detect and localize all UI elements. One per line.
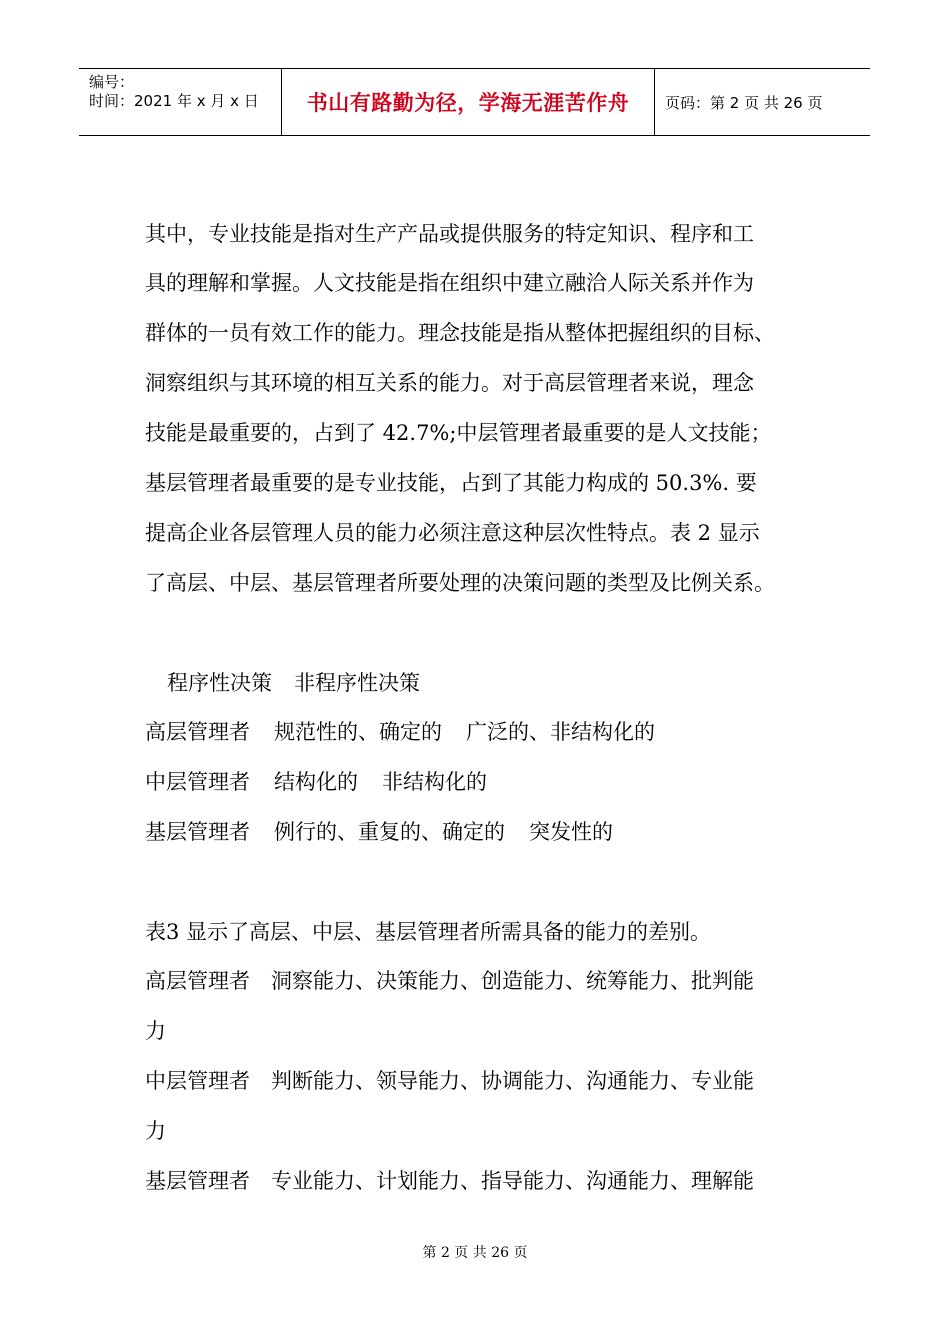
table2-header-cell: 程序性决策 [167,671,272,695]
paragraph-line: 具的理解和掌握。人文技能是指在组织中建立融洽人际关系并作为 [145,271,754,295]
paragraph-line: 其中，专业技能是指对生产产品或提供服务的特定知识、程序和工 [145,222,754,246]
paragraph-line: 技能是最重要的，占到了 42.7%;中层管理者最重要的是人文技能； [145,421,772,445]
table2-cell: 非结构化的 [382,770,487,794]
header-page-info: 页码：第 2 页 共 26 页 [665,93,823,112]
table2-cell: 中层管理者 [145,770,250,794]
table2-row [145,767,487,797]
page-footer: 第 2 页 共 26 页 [422,1245,528,1261]
header-motto: 书山有路勤为径，学海无涯苦作舟 [282,69,655,135]
table3-line: 力 [145,1019,166,1043]
table2-cell: 规范性的、确定的 [274,720,442,744]
table3-line: 中层管理者 判断能力、领导能力、协调能力、沟通能力、专业能 [145,1069,754,1093]
table2-cell: 广泛的、非结构化的 [466,720,655,744]
header-meta [79,69,282,135]
table2-cell: 例行的、重复的、确定的 [274,820,505,844]
table3-intro: 表3 显示了高层、中层、基层管理者所需具备的能力的差别。 [145,920,712,944]
table3-line: 基层管理者 专业能力、计划能力、指导能力、沟通能力、理解能 [145,1169,754,1193]
table2-cell: 基层管理者 [145,820,250,844]
table2-row [145,717,655,747]
document-header [79,68,870,136]
table2-cell: 结构化的 [274,770,358,794]
table2-header-cell: 非程序性决策 [294,671,420,695]
paragraph-line: 了高层、中层、基层管理者所要处理的决策问题的类型及比例关系。 [145,571,775,595]
table2-header-row [167,668,420,698]
paragraph-line: 提高企业各层管理人员的能力必须注意这种层次性特点。表 2 显示 [145,521,760,545]
paragraph-line: 群体的一员有效工作的能力。理念技能是指从整体把握组织的目标、 [145,321,775,345]
table2-cell: 高层管理者 [145,720,250,744]
paragraph-line: 基层管理者最重要的是专业技能，占到了其能力构成的 50.3%. 要 [145,471,757,495]
paragraph-line: 洞察组织与其环境的相互关系的能力。对于高层管理者来说，理念 [145,371,754,395]
table2-cell: 突发性的 [529,820,613,844]
table2-row [145,817,613,847]
table3-line: 高层管理者 洞察能力、决策能力、创造能力、统筹能力、批判能 [145,969,754,993]
table3-line: 力 [145,1119,166,1143]
header-time-label: 时间：2021 年 x 月 x 日 [89,92,259,110]
header-number-label: 编号： [89,73,135,91]
